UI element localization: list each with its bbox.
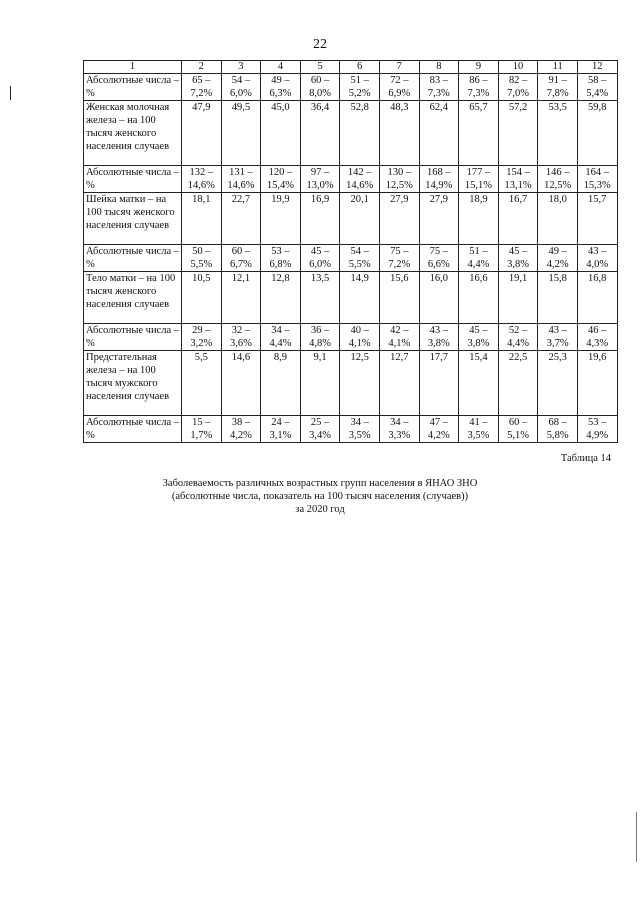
table-cell: 16,6 — [459, 272, 499, 324]
table-cell: 36 – 4,8% — [300, 324, 340, 351]
column-header: 4 — [261, 61, 301, 74]
table-cell: 12,7 — [379, 351, 419, 416]
table-cell: 13,5 — [300, 272, 340, 324]
table-cell: 12,1 — [221, 272, 261, 324]
table-cell: 52,8 — [340, 101, 380, 166]
table-cell: 86 – 7,3% — [459, 74, 499, 101]
table-cell: 53 – 6,8% — [261, 245, 301, 272]
row-label: Абсолютные числа – % — [84, 74, 182, 101]
table-cell: 9,1 — [300, 351, 340, 416]
table-cell: 42 – 4,1% — [379, 324, 419, 351]
table-cell: 54 – 6,0% — [221, 74, 261, 101]
table-cell: 19,6 — [577, 351, 617, 416]
column-header: 2 — [182, 61, 222, 74]
table-cell: 32 – 3,6% — [221, 324, 261, 351]
table-row — [84, 416, 618, 443]
table-cell: 45 – 3,8% — [459, 324, 499, 351]
table-cell: 19,1 — [498, 272, 538, 324]
table-cell: 47 – 4,2% — [419, 416, 459, 443]
table-cell: 5,5 — [182, 351, 222, 416]
table-cell: 164 – 15,3% — [577, 166, 617, 193]
table-cell: 27,9 — [379, 193, 419, 245]
table-cell: 60 – 6,7% — [221, 245, 261, 272]
table-cell: 18,9 — [459, 193, 499, 245]
column-header: 9 — [459, 61, 499, 74]
table-cell: 22,7 — [221, 193, 261, 245]
table-cell: 14,6 — [221, 351, 261, 416]
column-header: 1 — [84, 61, 182, 74]
table-cell: 16,9 — [300, 193, 340, 245]
caption-line: (абсолютные числа, показатель на 100 тысяч населения (случаев)) — [171, 491, 469, 502]
table-cell: 16,8 — [577, 272, 617, 324]
scan-edge-mark — [636, 812, 637, 862]
table-cell: 27,9 — [419, 193, 459, 245]
table-cell: 130 – 12,5% — [379, 166, 419, 193]
table-row — [84, 272, 618, 324]
table-cell: 50 – 5,5% — [182, 245, 222, 272]
table-cell: 68 – 5,8% — [538, 416, 578, 443]
table-cell: 65,7 — [459, 101, 499, 166]
table-cell: 58 – 5,4% — [577, 74, 617, 101]
row-label: Абсолютные числа – % — [84, 245, 182, 272]
page-number: 22 — [313, 37, 327, 52]
table-cell: 14,9 — [340, 272, 380, 324]
table-cell: 15,7 — [577, 193, 617, 245]
table-cell: 25 – 3,4% — [300, 416, 340, 443]
table-cell: 15,8 — [538, 272, 578, 324]
table-cell: 120 – 15,4% — [261, 166, 301, 193]
table-cell: 16,0 — [419, 272, 459, 324]
table-number-label: Таблица 14 — [560, 453, 611, 464]
column-header: 10 — [498, 61, 538, 74]
table-cell: 75 – 6,6% — [419, 245, 459, 272]
column-header: 11 — [538, 61, 578, 74]
table-cell: 52 – 4,4% — [498, 324, 538, 351]
table-cell: 48,3 — [379, 101, 419, 166]
table-cell: 45,0 — [261, 101, 301, 166]
row-label: Абсолютные числа – % — [84, 416, 182, 443]
table-cell: 53 – 4,9% — [577, 416, 617, 443]
table-cell: 12,5 — [340, 351, 380, 416]
statistics-table — [83, 60, 618, 443]
table-cell: 46 – 4,3% — [577, 324, 617, 351]
caption-line: за 2020 год — [295, 504, 345, 515]
table-cell: 34 – 4,4% — [261, 324, 301, 351]
row-label: Тело матки – на 100 тысяч женского населения случаев — [84, 272, 182, 324]
table-cell: 83 – 7,3% — [419, 74, 459, 101]
table-cell: 168 – 14,9% — [419, 166, 459, 193]
table-cell: 154 – 13,1% — [498, 166, 538, 193]
table-cell: 132 – 14,6% — [182, 166, 222, 193]
table-cell: 82 – 7,0% — [498, 74, 538, 101]
table-cell: 51 – 4,4% — [459, 245, 499, 272]
table-cell: 57,2 — [498, 101, 538, 166]
table-cell: 65 – 7,2% — [182, 74, 222, 101]
table-cell: 41 – 3,5% — [459, 416, 499, 443]
table-cell: 25,3 — [538, 351, 578, 416]
row-label: Женская молочная железа – на 100 тысяч женского населения случаев — [84, 101, 182, 166]
row-label: Абсолютные числа – % — [84, 324, 182, 351]
table-cell: 40 – 4,1% — [340, 324, 380, 351]
table-cell: 47,9 — [182, 101, 222, 166]
table-header-row — [84, 61, 618, 74]
table-cell: 43 – 3,8% — [419, 324, 459, 351]
table-cell: 29 – 3,2% — [182, 324, 222, 351]
table-cell: 54 – 5,5% — [340, 245, 380, 272]
table-cell: 53,5 — [538, 101, 578, 166]
table-cell: 91 – 7,8% — [538, 74, 578, 101]
table-cell: 72 – 6,9% — [379, 74, 419, 101]
table-cell: 24 – 3,1% — [261, 416, 301, 443]
table-cell: 75 – 7,2% — [379, 245, 419, 272]
table-cell: 60 – 5,1% — [498, 416, 538, 443]
row-label: Предстательная железа – на 100 тысяч мужского населения случаев — [84, 351, 182, 416]
table-cell: 38 – 4,2% — [221, 416, 261, 443]
caption-line: Заболеваемость различных возрастных групп населения в ЯНАО ЗНО — [162, 478, 478, 489]
row-label: Шейка матки – на 100 тысяч женского населения случаев — [84, 193, 182, 245]
table-cell: 60 – 8,0% — [300, 74, 340, 101]
table-cell: 45 – 6,0% — [300, 245, 340, 272]
table-cell: 18,0 — [538, 193, 578, 245]
table-cell: 146 – 12,5% — [538, 166, 578, 193]
table-row — [84, 351, 618, 416]
table-cell: 97 – 13,0% — [300, 166, 340, 193]
table-row — [84, 101, 618, 166]
table-cell: 19,9 — [261, 193, 301, 245]
table-row — [84, 74, 618, 101]
table-cell: 43 – 4,0% — [577, 245, 617, 272]
table-cell: 62,4 — [419, 101, 459, 166]
column-header: 12 — [577, 61, 617, 74]
table-cell: 131 – 14,6% — [221, 166, 261, 193]
column-header: 8 — [419, 61, 459, 74]
column-header: 5 — [300, 61, 340, 74]
table-cell: 12,8 — [261, 272, 301, 324]
table-cell: 15,6 — [379, 272, 419, 324]
table-cell: 16,7 — [498, 193, 538, 245]
table-cell: 59,8 — [577, 101, 617, 166]
table-cell: 43 – 3,7% — [538, 324, 578, 351]
table-row — [84, 324, 618, 351]
margin-mark — [10, 86, 11, 100]
table-cell: 17,7 — [419, 351, 459, 416]
table-cell: 18,1 — [182, 193, 222, 245]
table-cell: 10,5 — [182, 272, 222, 324]
table-row — [84, 245, 618, 272]
table-cell: 49 – 6,3% — [261, 74, 301, 101]
table-cell: 36,4 — [300, 101, 340, 166]
table-cell: 49,5 — [221, 101, 261, 166]
column-header: 3 — [221, 61, 261, 74]
table-cell: 34 – 3,3% — [379, 416, 419, 443]
table-cell: 20,1 — [340, 193, 380, 245]
table-cell: 49 – 4,2% — [538, 245, 578, 272]
column-header: 7 — [379, 61, 419, 74]
table-cell: 142 – 14,6% — [340, 166, 380, 193]
table-cell: 22,5 — [498, 351, 538, 416]
table-cell: 51 – 5,2% — [340, 74, 380, 101]
table-row — [84, 166, 618, 193]
table-caption — [0, 477, 640, 516]
column-header: 6 — [340, 61, 380, 74]
table-cell: 34 – 3,5% — [340, 416, 380, 443]
table-cell: 15 – 1,7% — [182, 416, 222, 443]
table-row — [84, 193, 618, 245]
table-cell: 177 – 15,1% — [459, 166, 499, 193]
table-body — [84, 74, 618, 443]
table-cell: 45 – 3,8% — [498, 245, 538, 272]
table-cell: 8,9 — [261, 351, 301, 416]
row-label: Абсолютные числа – % — [84, 166, 182, 193]
table-cell: 15,4 — [459, 351, 499, 416]
